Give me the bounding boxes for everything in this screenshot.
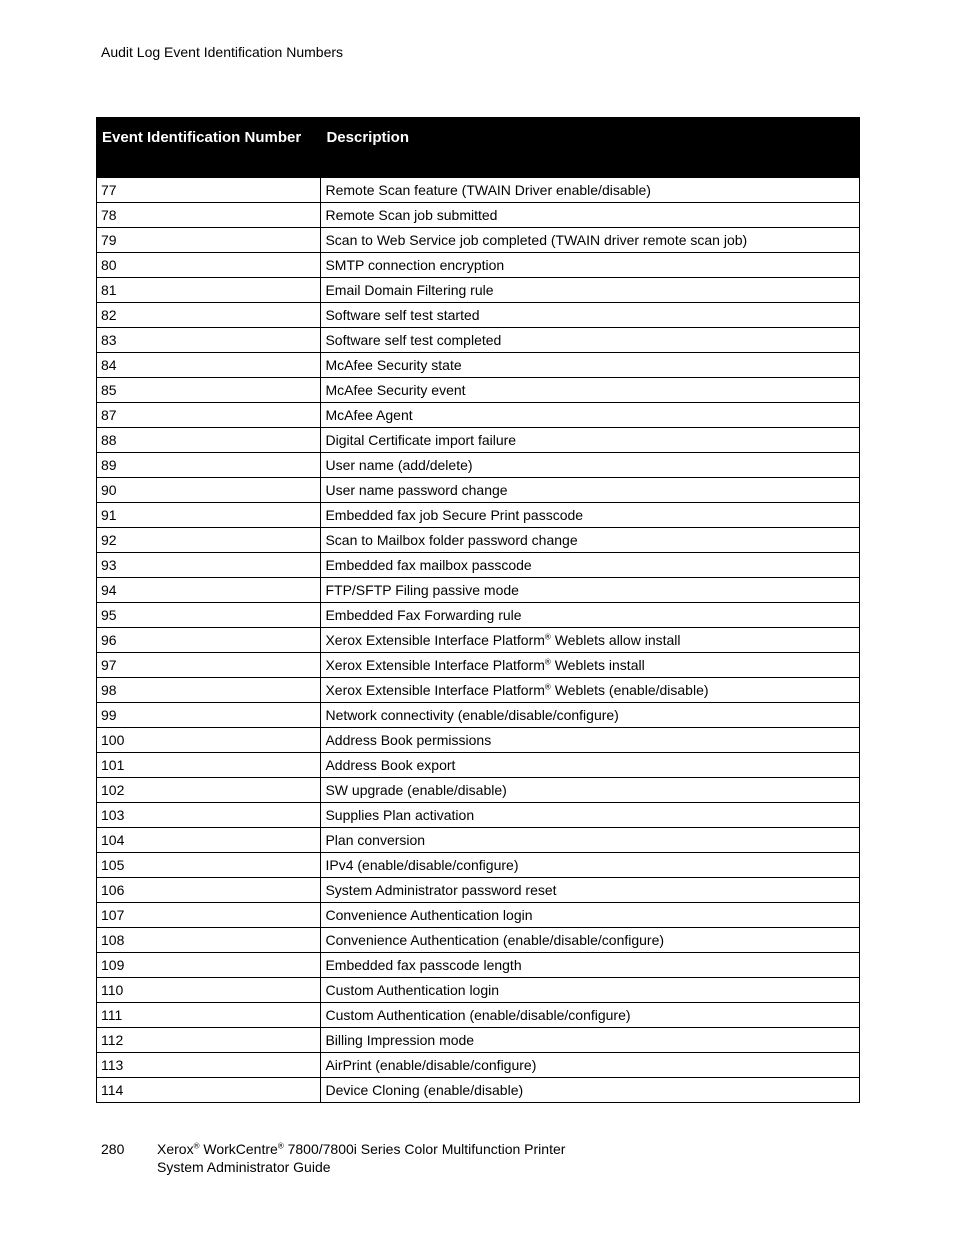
product-name bbox=[157, 1140, 565, 1158]
description-cell: Convenience Authentication login bbox=[321, 903, 860, 928]
event-id-cell: 98 bbox=[97, 678, 321, 703]
description-cell: McAfee Security state bbox=[321, 353, 860, 378]
table-row bbox=[97, 953, 860, 978]
description-cell: Plan conversion bbox=[321, 828, 860, 853]
description-cell: Scan to Web Service job completed (TWAIN driver remote scan job) bbox=[321, 228, 860, 253]
event-id-table bbox=[96, 117, 860, 1103]
event-id-cell: 96 bbox=[97, 628, 321, 653]
event-id-cell: 79 bbox=[97, 228, 321, 253]
description-cell: SW upgrade (enable/disable) bbox=[321, 778, 860, 803]
event-id-cell: 78 bbox=[97, 203, 321, 228]
table-row bbox=[97, 628, 860, 653]
description-cell: Network connectivity (enable/disable/configure) bbox=[321, 703, 860, 728]
description-cell: Billing Impression mode bbox=[321, 1028, 860, 1053]
event-id-cell: 92 bbox=[97, 528, 321, 553]
table-row bbox=[97, 428, 860, 453]
description-cell: User name (add/delete) bbox=[321, 453, 860, 478]
event-id-cell: 85 bbox=[97, 378, 321, 403]
description-cell: Address Book export bbox=[321, 753, 860, 778]
registered-mark: ® bbox=[544, 657, 551, 667]
event-id-cell: 108 bbox=[97, 928, 321, 953]
table-row bbox=[97, 903, 860, 928]
description-cell: Remote Scan feature (TWAIN Driver enable/disable) bbox=[321, 178, 860, 203]
description-cell: User name password change bbox=[321, 478, 860, 503]
table-row bbox=[97, 853, 860, 878]
event-id-cell: 114 bbox=[97, 1078, 321, 1103]
event-id-cell: 97 bbox=[97, 653, 321, 678]
event-id-cell: 106 bbox=[97, 878, 321, 903]
table-row bbox=[97, 778, 860, 803]
event-id-cell: 82 bbox=[97, 303, 321, 328]
description-cell: McAfee Security event bbox=[321, 378, 860, 403]
event-id-cell: 111 bbox=[97, 1003, 321, 1028]
table-row bbox=[97, 828, 860, 853]
table-row bbox=[97, 928, 860, 953]
table-row bbox=[97, 178, 860, 203]
description-cell: Software self test completed bbox=[321, 328, 860, 353]
table-row bbox=[97, 453, 860, 478]
description-text: Xerox Extensible Interface Platform bbox=[325, 657, 545, 673]
description-cell: Scan to Mailbox folder password change bbox=[321, 528, 860, 553]
event-id-cell: 99 bbox=[97, 703, 321, 728]
description-text: Xerox Extensible Interface Platform bbox=[325, 632, 545, 648]
description-cell bbox=[321, 628, 860, 653]
column-header-description: Description bbox=[321, 118, 860, 178]
event-id-cell: 105 bbox=[97, 853, 321, 878]
event-id-cell: 91 bbox=[97, 503, 321, 528]
event-id-cell: 103 bbox=[97, 803, 321, 828]
description-cell: Digital Certificate import failure bbox=[321, 428, 860, 453]
table-row bbox=[97, 478, 860, 503]
description-cell: System Administrator password reset bbox=[321, 878, 860, 903]
description-cell: Convenience Authentication (enable/disable/configure) bbox=[321, 928, 860, 953]
description-cell: FTP/SFTP Filing passive mode bbox=[321, 578, 860, 603]
event-id-cell: 95 bbox=[97, 603, 321, 628]
column-header-event-id: Event Identification Number bbox=[97, 118, 321, 178]
table-row bbox=[97, 703, 860, 728]
table-row bbox=[97, 353, 860, 378]
description-cell: AirPrint (enable/disable/configure) bbox=[321, 1053, 860, 1078]
event-id-cell: 84 bbox=[97, 353, 321, 378]
guide-title: System Administrator Guide bbox=[157, 1159, 331, 1175]
description-cell: Custom Authentication (enable/disable/configure) bbox=[321, 1003, 860, 1028]
description-cell bbox=[321, 653, 860, 678]
table-row bbox=[97, 678, 860, 703]
page-number: 280 bbox=[101, 1141, 125, 1157]
description-cell: Email Domain Filtering rule bbox=[321, 278, 860, 303]
table-row bbox=[97, 553, 860, 578]
table-row bbox=[97, 728, 860, 753]
event-id-cell: 100 bbox=[97, 728, 321, 753]
table-body bbox=[97, 178, 860, 1103]
registered-mark: ® bbox=[544, 632, 551, 642]
table-row bbox=[97, 1003, 860, 1028]
description-cell: Custom Authentication login bbox=[321, 978, 860, 1003]
event-id-cell: 90 bbox=[97, 478, 321, 503]
table-header-row bbox=[97, 118, 860, 178]
description-cell: Embedded Fax Forwarding rule bbox=[321, 603, 860, 628]
description-text-suffix: Weblets allow install bbox=[550, 632, 681, 648]
event-id-cell: 88 bbox=[97, 428, 321, 453]
event-id-cell: 93 bbox=[97, 553, 321, 578]
description-cell: Embedded fax mailbox passcode bbox=[321, 553, 860, 578]
event-id-cell: 109 bbox=[97, 953, 321, 978]
registered-mark: ® bbox=[544, 682, 551, 692]
description-cell: IPv4 (enable/disable/configure) bbox=[321, 853, 860, 878]
table-row bbox=[97, 878, 860, 903]
table-row bbox=[97, 753, 860, 778]
description-cell: Software self test started bbox=[321, 303, 860, 328]
event-id-cell: 107 bbox=[97, 903, 321, 928]
table-row bbox=[97, 978, 860, 1003]
description-cell: McAfee Agent bbox=[321, 403, 860, 428]
table-row bbox=[97, 653, 860, 678]
table-row bbox=[97, 528, 860, 553]
description-cell: SMTP connection encryption bbox=[321, 253, 860, 278]
table-row bbox=[97, 503, 860, 528]
event-id-cell: 101 bbox=[97, 753, 321, 778]
brand-name: Xerox bbox=[157, 1141, 194, 1157]
model-name: WorkCentre bbox=[199, 1141, 278, 1157]
table-row bbox=[97, 1078, 860, 1103]
table-row bbox=[97, 328, 860, 353]
registered-mark: ® bbox=[193, 1141, 200, 1151]
description-cell: Supplies Plan activation bbox=[321, 803, 860, 828]
table-row bbox=[97, 578, 860, 603]
product-series: 7800/7800i Series Color Multifunction Printer bbox=[283, 1141, 566, 1157]
event-id-cell: 89 bbox=[97, 453, 321, 478]
description-cell: Remote Scan job submitted bbox=[321, 203, 860, 228]
table-row bbox=[97, 278, 860, 303]
event-id-cell: 102 bbox=[97, 778, 321, 803]
table-row bbox=[97, 803, 860, 828]
event-id-cell: 80 bbox=[97, 253, 321, 278]
event-id-cell: 81 bbox=[97, 278, 321, 303]
event-id-cell: 94 bbox=[97, 578, 321, 603]
description-cell: Embedded fax passcode length bbox=[321, 953, 860, 978]
table-row bbox=[97, 303, 860, 328]
event-id-cell: 104 bbox=[97, 828, 321, 853]
event-id-cell: 112 bbox=[97, 1028, 321, 1053]
event-id-cell: 110 bbox=[97, 978, 321, 1003]
description-text: Xerox Extensible Interface Platform bbox=[325, 682, 545, 698]
registered-mark: ® bbox=[277, 1141, 284, 1151]
table-row bbox=[97, 203, 860, 228]
description-cell: Embedded fax job Secure Print passcode bbox=[321, 503, 860, 528]
description-text-suffix: Weblets install bbox=[550, 657, 645, 673]
table-row bbox=[97, 1028, 860, 1053]
running-header: Audit Log Event Identification Numbers bbox=[101, 44, 344, 60]
description-cell bbox=[321, 678, 860, 703]
description-cell: Device Cloning (enable/disable) bbox=[321, 1078, 860, 1103]
event-id-cell: 83 bbox=[97, 328, 321, 353]
table-row bbox=[97, 403, 860, 428]
description-text-suffix: Weblets (enable/disable) bbox=[550, 682, 709, 698]
table-row bbox=[97, 253, 860, 278]
event-id-cell: 87 bbox=[97, 403, 321, 428]
table-row bbox=[97, 603, 860, 628]
table-row bbox=[97, 228, 860, 253]
description-cell: Address Book permissions bbox=[321, 728, 860, 753]
event-id-cell: 77 bbox=[97, 178, 321, 203]
table-row bbox=[97, 1053, 860, 1078]
event-id-cell: 113 bbox=[97, 1053, 321, 1078]
table-row bbox=[97, 378, 860, 403]
